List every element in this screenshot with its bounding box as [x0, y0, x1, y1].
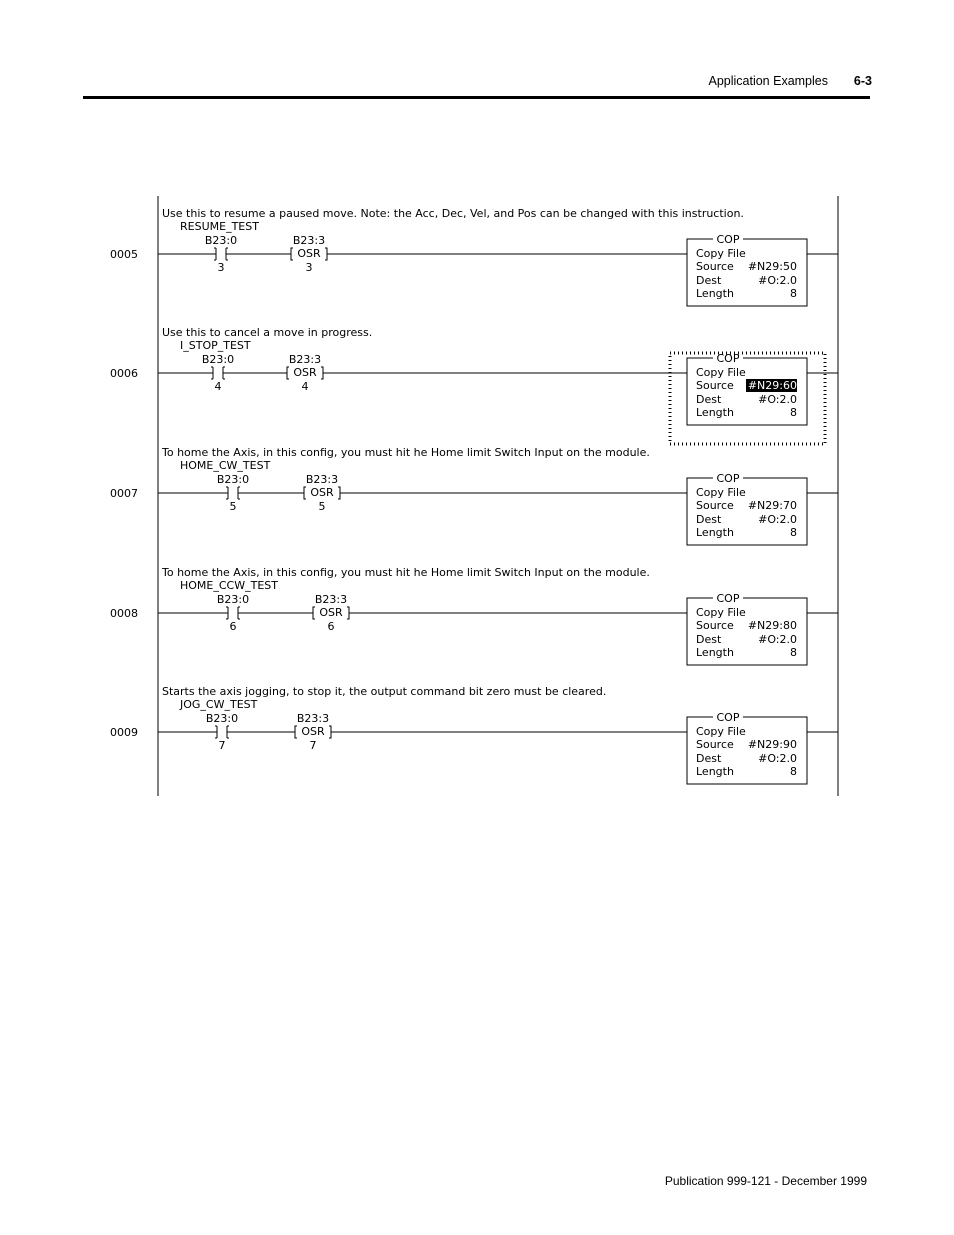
- osr-bit: 3: [305, 261, 313, 274]
- cop-length-value: 8: [790, 646, 797, 659]
- cop-name: Copy File: [696, 366, 746, 379]
- rung: [110, 326, 838, 444]
- osr-left-bracket: [303, 487, 306, 499]
- cop-source-value: #N29:80: [747, 619, 797, 632]
- osr-label: OSR: [293, 366, 317, 379]
- cop-source-label: Source: [696, 738, 734, 751]
- contact-left-bracket: [213, 726, 217, 738]
- cop-length-value: 8: [790, 765, 797, 778]
- xic-address: B23:0: [201, 353, 235, 366]
- rung-number: 0006: [110, 367, 138, 380]
- cop-length-label: Length: [696, 765, 734, 778]
- cop-title: COP: [716, 592, 740, 605]
- cop-dest-value: #O:2.0: [758, 274, 797, 287]
- cop-source-label: Source: [696, 499, 734, 512]
- xic-address: B23:0: [216, 473, 250, 486]
- cop-dest-value: #O:2.0: [758, 752, 797, 765]
- cop-dest-label: Dest: [696, 393, 722, 406]
- xic-bit: 4: [214, 380, 222, 393]
- cop-name: Copy File: [696, 247, 746, 260]
- cop-dest-label: Dest: [696, 752, 722, 765]
- cop-title: COP: [716, 711, 740, 724]
- osr-address: B23:3: [305, 473, 339, 486]
- cop-source-value: #N29:70: [747, 499, 797, 512]
- cop-source-label: Source: [696, 379, 734, 392]
- osr-address: B23:3: [296, 712, 330, 725]
- osr-label: OSR: [301, 725, 325, 738]
- cop-length-label: Length: [696, 287, 734, 300]
- rung-comment: To home the Axis, in this config, you must hit he Home limit Switch Input on the module.: [162, 446, 650, 459]
- osr-instruction[interactable]: [290, 234, 328, 274]
- osr-address: B23:3: [314, 593, 348, 606]
- cop-source-value: #N29:50: [747, 260, 797, 273]
- cop-dest-label: Dest: [696, 633, 722, 646]
- cop-length-value: 8: [790, 526, 797, 539]
- rung-number: 0009: [110, 726, 138, 739]
- osr-instruction[interactable]: [294, 712, 332, 752]
- cop-title: COP: [716, 352, 740, 365]
- cop-source-value: #N29:60: [747, 379, 797, 392]
- cop-dest-value: #O:2.0: [758, 633, 797, 646]
- contact-right-bracket: [238, 487, 242, 499]
- rung: [110, 685, 838, 784]
- osr-left-bracket: [294, 726, 297, 738]
- rung-number: 0008: [110, 607, 138, 620]
- rung: [110, 207, 838, 306]
- xic-address: B23:0: [205, 712, 239, 725]
- contact-right-bracket: [227, 726, 231, 738]
- cop-dest-label: Dest: [696, 274, 722, 287]
- osr-instruction[interactable]: [312, 593, 350, 633]
- osr-right-bracket: [325, 248, 328, 260]
- cop-title: COP: [716, 233, 740, 246]
- contact-left-bracket: [224, 487, 228, 499]
- osr-bit: 7: [309, 739, 317, 752]
- cop-instruction[interactable]: [687, 352, 807, 425]
- cop-source-label: Source: [696, 619, 734, 632]
- cop-length-label: Length: [696, 406, 734, 419]
- footer-publication: Publication 999-121 - December 1999: [664, 1174, 867, 1188]
- cop-name: Copy File: [696, 606, 746, 619]
- osr-label: OSR: [297, 247, 321, 260]
- osr-bit: 4: [301, 380, 309, 393]
- rung: [110, 446, 838, 545]
- rung-number: 0005: [110, 248, 138, 261]
- cop-instruction[interactable]: [687, 472, 807, 545]
- contact-left-bracket: [212, 248, 216, 260]
- xic-bit: 3: [217, 261, 225, 274]
- xic-bit: 5: [229, 500, 237, 513]
- xic-bit: 7: [218, 739, 226, 752]
- rung-symbol: JOG_CW_TEST: [180, 698, 258, 711]
- rung-symbol: RESUME_TEST: [180, 220, 259, 233]
- osr-right-bracket: [321, 367, 324, 379]
- cop-instruction[interactable]: [687, 711, 807, 784]
- xic-address: B23:0: [216, 593, 250, 606]
- osr-left-bracket: [286, 367, 289, 379]
- osr-right-bracket: [338, 487, 341, 499]
- cop-length-value: 8: [790, 406, 797, 419]
- rung: [110, 566, 838, 665]
- osr-instruction[interactable]: [303, 473, 341, 513]
- rung-symbol: HOME_CW_TEST: [180, 459, 271, 472]
- osr-instruction[interactable]: [286, 353, 324, 393]
- cop-length-value: 8: [790, 287, 797, 300]
- osr-address: B23:3: [292, 234, 326, 247]
- rung-symbol: HOME_CCW_TEST: [180, 579, 278, 592]
- cop-source-label: Source: [696, 260, 734, 273]
- osr-bit: 5: [318, 500, 326, 513]
- rung-comment: Use this to resume a paused move. Note: the Acc, Dec, Vel, and Pos can be changed with this instruction.: [162, 207, 744, 220]
- rung-symbol: I_STOP_TEST: [180, 339, 251, 352]
- rung-comment: Use this to cancel a move in progress.: [162, 326, 373, 339]
- cop-source-value: #N29:90: [747, 738, 797, 751]
- osr-address: B23:3: [288, 353, 322, 366]
- rung-comment: Starts the axis jogging, to stop it, the output command bit zero must be cleared.: [162, 685, 607, 698]
- osr-right-bracket: [347, 607, 350, 619]
- cop-name: Copy File: [696, 486, 746, 499]
- contact-right-bracket: [223, 367, 227, 379]
- cop-name: Copy File: [696, 725, 746, 738]
- osr-bit: 6: [327, 620, 335, 633]
- osr-right-bracket: [329, 726, 332, 738]
- osr-label: OSR: [310, 486, 334, 499]
- cop-instruction[interactable]: [687, 592, 807, 665]
- cop-dest-value: #O:2.0: [758, 513, 797, 526]
- rung-number: 0007: [110, 487, 138, 500]
- cop-title: COP: [716, 472, 740, 485]
- rung-comment: To home the Axis, in this config, you must hit he Home limit Switch Input on the module.: [162, 566, 650, 579]
- header-section-title: Application Examples: [708, 74, 828, 88]
- osr-left-bracket: [312, 607, 315, 619]
- contact-left-bracket: [209, 367, 213, 379]
- cop-dest-label: Dest: [696, 513, 722, 526]
- osr-left-bracket: [290, 248, 293, 260]
- contact-right-bracket: [238, 607, 242, 619]
- selection-marquee[interactable]: [670, 353, 825, 444]
- contact-right-bracket: [226, 248, 230, 260]
- osr-label: OSR: [319, 606, 343, 619]
- contact-left-bracket: [224, 607, 228, 619]
- xic-address: B23:0: [204, 234, 238, 247]
- header-page-number: 6-3: [853, 74, 872, 88]
- cop-length-label: Length: [696, 526, 734, 539]
- cop-dest-value: #O:2.0: [758, 393, 797, 406]
- cop-length-label: Length: [696, 646, 734, 659]
- cop-instruction[interactable]: [687, 233, 807, 306]
- xic-bit: 6: [229, 620, 237, 633]
